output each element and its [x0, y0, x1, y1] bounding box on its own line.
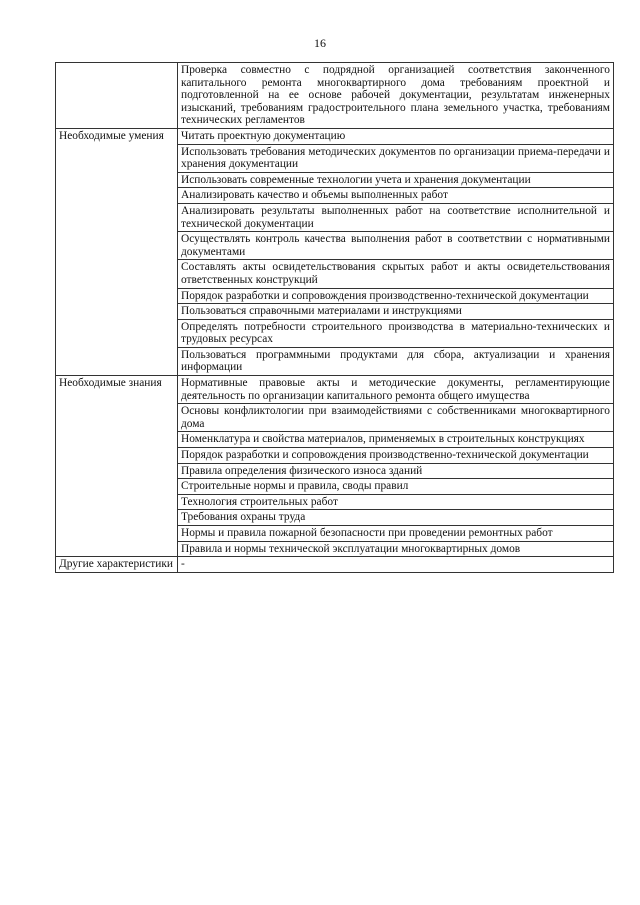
requirement-item: Нормы и правила пожарной безопасности при проведении ремонтных работ: [178, 526, 614, 542]
requirement-item: Номенклатура и свойства материалов, применяемых в строительных конструкциях: [178, 432, 614, 448]
requirement-item: Анализировать качество и объемы выполненных работ: [178, 188, 614, 204]
requirement-item: Проверка совместно с подрядной организацией соответствия законченного капитального ремонта многоквартирного дома требованиям проектной и подготовленной на ее основе рабочей документации, результатам инженерных изысканий, требованиям градостроительного плана земельного участка, требованиям технических регламентов: [178, 63, 614, 129]
table-row: [56, 557, 614, 573]
requirement-item: Использовать требования методических документов по организации приема-передачи и хранения документации: [178, 144, 614, 172]
page-number: 16: [314, 36, 326, 50]
table-row: [56, 63, 614, 129]
requirements-table: [55, 62, 614, 573]
table-row: [56, 128, 614, 144]
section-label: Необходимые умения: [56, 128, 178, 375]
requirement-item: Технология строительных работ: [178, 494, 614, 510]
requirement-item: Основы конфликтологии при взаимодействиями с собственниками многоквартирного дома: [178, 404, 614, 432]
requirement-item: Составлять акты освидетельствования скрытых работ и акты освидетельствования ответственных конструкций: [178, 260, 614, 288]
requirement-item: Пользоваться программными продуктами для сбора, актуализации и хранения информации: [178, 347, 614, 375]
requirement-item: Осуществлять контроль качества выполнения работ в соответствии с нормативными документами: [178, 232, 614, 260]
requirement-item: Требования охраны труда: [178, 510, 614, 526]
requirement-item: Порядок разработки и сопровождения производственно-технической документации: [178, 448, 614, 464]
requirement-item: Строительные нормы и правила, своды правил: [178, 479, 614, 495]
requirement-item: Порядок разработки и сопровождения производственно-технической документации: [178, 288, 614, 304]
requirement-item: Правила и нормы технической эксплуатации многоквартирных домов: [178, 541, 614, 557]
requirement-item: Использовать современные технологии учета и хранения документации: [178, 172, 614, 188]
requirements-table-body: [56, 63, 614, 573]
requirement-item: Читать проектную документацию: [178, 128, 614, 144]
section-label: [56, 63, 178, 129]
section-label: Необходимые знания: [56, 376, 178, 557]
requirement-item: Пользоваться справочными материалами и инструкциями: [178, 304, 614, 320]
section-label: Другие характеристики: [56, 557, 178, 573]
table-row: [56, 376, 614, 404]
requirement-item: -: [178, 557, 614, 573]
requirement-item: Анализировать результаты выполненных работ на соответствие исполнительной и технической документации: [178, 203, 614, 231]
requirement-item: Правила определения физического износа зданий: [178, 463, 614, 479]
requirement-item: Определять потребности строительного производства в материально-технических и трудовых ресурсах: [178, 319, 614, 347]
requirement-item: Нормативные правовые акты и методические документы, регламентирующие деятельность по организации капитального ремонта общего имущества: [178, 376, 614, 404]
